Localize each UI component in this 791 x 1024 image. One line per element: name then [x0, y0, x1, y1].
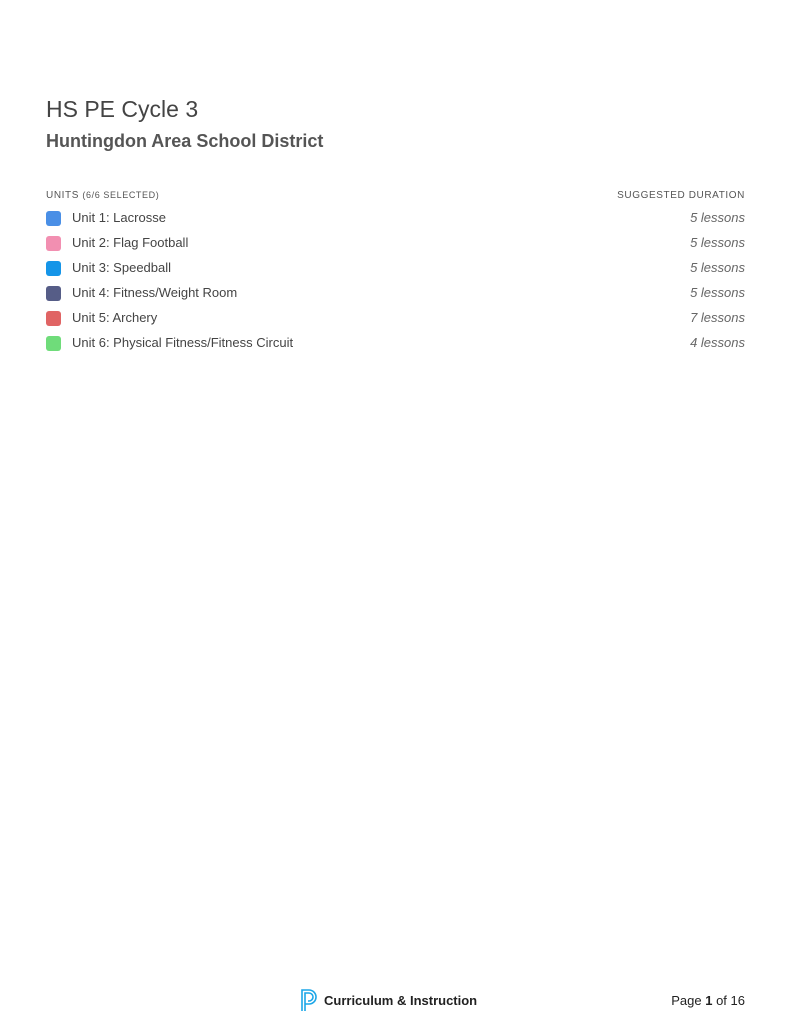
- units-label: UNITS: [46, 190, 79, 201]
- page-number: [671, 993, 745, 1008]
- unit-duration: 5 lessons: [690, 285, 745, 300]
- unit-row-1: [46, 208, 745, 233]
- unit-color-swatch: [46, 236, 61, 251]
- units-header-label: [46, 190, 159, 201]
- unit-color-swatch: [46, 311, 61, 326]
- unit-color-swatch: [46, 336, 61, 351]
- curriculum-logo-icon: [300, 988, 320, 1012]
- unit-row-5: [46, 308, 745, 333]
- unit-duration: 5 lessons: [690, 260, 745, 275]
- page-footer: [300, 988, 745, 1014]
- unit-duration: 5 lessons: [690, 210, 745, 225]
- document-title: HS PE Cycle 3: [46, 96, 199, 122]
- units-header: [46, 190, 745, 204]
- unit-label: Unit 5: Archery: [72, 310, 158, 325]
- units-list: [46, 208, 745, 358]
- footer-brand: Curriculum & Instruction: [324, 993, 478, 1008]
- unit-color-swatch: [46, 211, 61, 226]
- unit-row-3: [46, 258, 745, 283]
- unit-duration: 7 lessons: [690, 310, 745, 325]
- unit-duration: 5 lessons: [690, 235, 745, 250]
- unit-label: Unit 4: Fitness/Weight Room: [72, 285, 238, 300]
- unit-duration: 4 lessons: [690, 335, 745, 350]
- page-current: 1: [705, 993, 713, 1008]
- unit-row-4: [46, 283, 745, 308]
- units-selected-count: (6/6 SELECTED): [82, 190, 160, 200]
- suggested-duration-header: SUGGESTED DURATION: [617, 190, 745, 201]
- unit-color-swatch: [46, 286, 61, 301]
- district-name: Huntingdon Area School District: [46, 131, 324, 151]
- unit-color-swatch: [46, 261, 61, 276]
- page-total: 16: [730, 993, 745, 1008]
- page-prefix: Page: [671, 993, 702, 1008]
- unit-row-6: [46, 333, 745, 358]
- unit-label: Unit 2: Flag Football: [72, 235, 189, 250]
- unit-label: Unit 6: Physical Fitness/Fitness Circuit: [72, 335, 294, 350]
- page-of: of: [716, 993, 727, 1008]
- unit-row-2: [46, 233, 745, 258]
- unit-label: Unit 1: Lacrosse: [72, 210, 166, 225]
- unit-label: Unit 3: Speedball: [72, 260, 172, 275]
